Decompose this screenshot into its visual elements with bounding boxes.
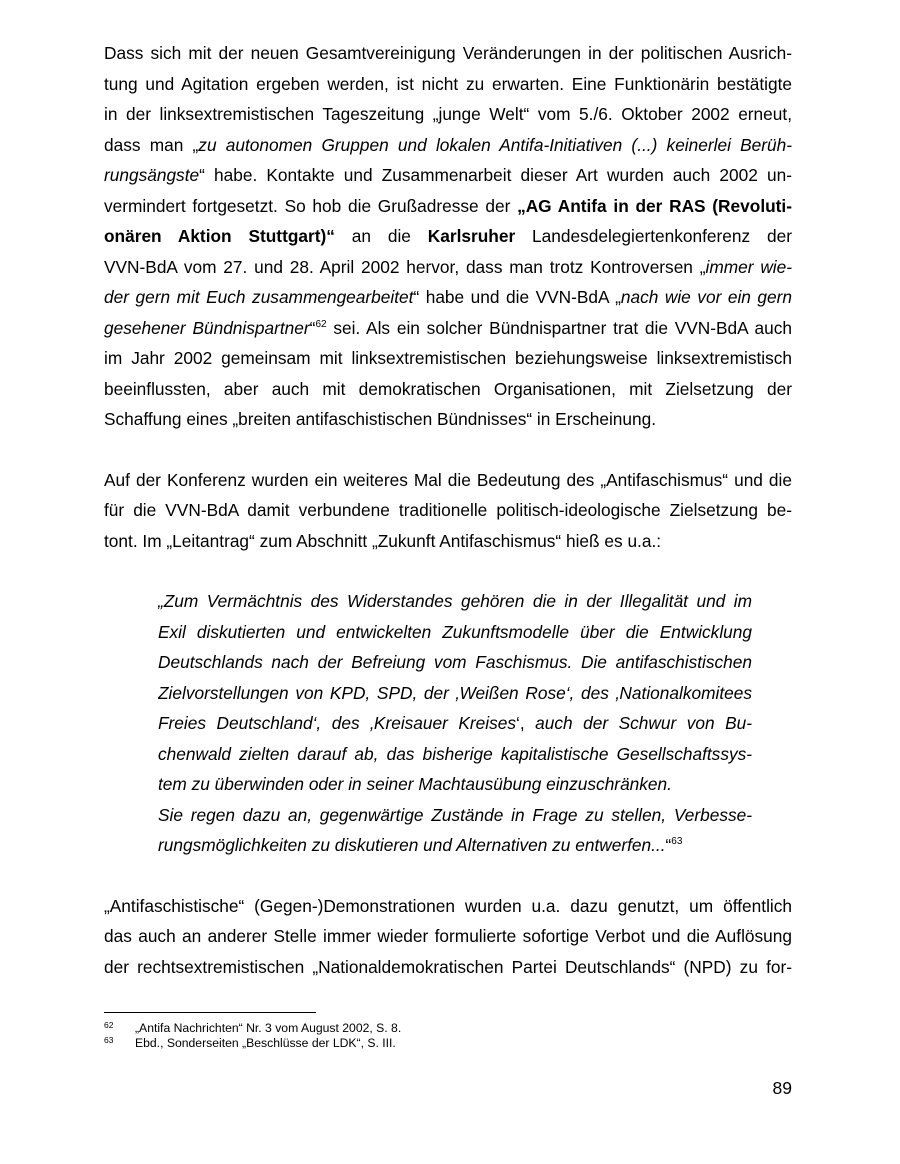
footnote-separator [104, 1012, 316, 1013]
text-line: Auf der Konferenz wurden ein weiteres Mal die Bedeutung des „Antifaschismus“ und die [104, 469, 792, 490]
text-line: in der linksextremistischen Tageszeitung „junge Welt“ vom 5./6. Oktober 2002 erneut, [104, 104, 792, 124]
text-line [104, 282, 792, 313]
text-line [104, 313, 792, 344]
text-run: “ habe und die VVN-BdA „ [413, 287, 621, 307]
text-run: “ habe. Kontakte und Zusammenarbeit dieser Art wurden auch 2002 un- [199, 165, 792, 185]
text-line [104, 221, 792, 252]
footnote-number: 62 [104, 1020, 114, 1030]
text-line: im Jahr 2002 gemeinsam mit linksextremistischen beziehungsweise linksextremistisch [104, 348, 792, 368]
quote-line: chenwald zielten darauf ab, das bisherige kapitalistische Gesellschaftssys- [158, 743, 752, 764]
paragraph-3 [104, 891, 792, 983]
footnote-ref[interactable]: 62 [315, 318, 327, 330]
quote-line: „Zum Vermächtnis des Widerstandes gehören die in der Illegalität und im [158, 591, 752, 611]
italic-quote-run: gesehener Bündnispartner [104, 317, 310, 338]
footnote [104, 1033, 396, 1051]
text-run: auch der Schwur von Bu- [535, 713, 752, 733]
text-run: sei. Als ein solcher Bündnispartner trat die VVN-BdA auch [326, 317, 792, 338]
text-line: tont. Im „Leitantrag“ zum Abschnitt „Zukunft Antifaschismus“ hieß es u.a.: [104, 530, 662, 551]
text-line: Dass sich mit der neuen Gesamtvereinigung Veränderungen in der politischen Ausrich- [104, 43, 792, 63]
text-run: rungsmöglichkeiten zu diskutieren und Alternativen zu entwerfen... [158, 835, 666, 855]
page-body [104, 38, 792, 982]
text-run: Landesdelegiertenkonferenz der [515, 226, 792, 246]
text-line: der rechtsextremistischen „Nationaldemokratischen Partei Deutschlands“ (NPD) zu for- [104, 956, 792, 977]
text-line: beeinflussten, aber auch mit demokratischen Organisationen, mit Zielsetzung der [104, 378, 792, 399]
quote-line: tem zu überwinden oder in seiner Machtausübung einzuschränken. [158, 774, 672, 794]
text-line: „Antifaschistische“ (Gegen-)Demonstrationen wurden u.a. dazu genutzt, um öffentlich [104, 895, 792, 916]
footnote-number: 63 [104, 1035, 114, 1045]
text-line [104, 160, 792, 191]
text-line [104, 191, 792, 222]
text-line [104, 130, 792, 161]
paragraph-gap [104, 435, 792, 465]
block-quote [104, 586, 792, 861]
italic-quote-run: immer wie- [705, 256, 792, 277]
quote-line: Sie regen dazu an, gegenwärtige Zustände in Frage zu stellen, Verbesse- [158, 804, 752, 825]
paragraph-1 [104, 38, 792, 435]
text-run: an die [334, 226, 428, 246]
text-run: VVN-BdA vom 27. und 28. April 2002 hervor, dass man trotz Kontroversen „ [104, 256, 706, 277]
text-line: tung und Agitation ergeben werden, ist nicht zu erwarten. Eine Funktionärin bestätigte [104, 73, 792, 94]
italic-quote-run: zu autonomen Gruppen und lokalen Antifa-Initiativen (...) keinerlei Berüh- [198, 134, 792, 155]
quote-line [158, 708, 752, 739]
page-number: 89 [772, 1078, 792, 1098]
quote-line: Deutschlands nach der Befreiung vom Faschismus. Die antifaschistischen [158, 652, 752, 672]
paragraph-gap [104, 861, 792, 891]
bold-run: onären Aktion Stuttgart)“ [104, 226, 335, 246]
text-line: für die VVN-BdA damit verbundene traditionelle politisch-ideologische Zielsetzung be- [104, 500, 792, 520]
footnote-text: „Antifa Nachrichten“ Nr. 3 vom August 2002, S. 8. [135, 1021, 402, 1035]
italic-quote-run: rungsängste [104, 165, 200, 185]
text-run: Freies Deutschland‘, des ‚Kreisauer Kreises [158, 713, 517, 733]
text-line [104, 252, 792, 283]
paragraph-2 [104, 465, 792, 557]
italic-quote-run: nach wie vor ein gern [620, 287, 792, 307]
text-line: Schaffung eines „breiten antifaschistischen Bündnisses“ in Erscheinung. [104, 409, 657, 429]
quote-line: Exil diskutierten und entwickelten Zukunftsmodelle über die Entwicklung [158, 621, 752, 642]
bold-run: Karlsruher [427, 226, 516, 246]
text-run: “ [309, 317, 316, 338]
quote-line [158, 830, 752, 861]
bold-run: „AG Antifa in der RAS (Revoluti- [517, 195, 792, 216]
footnote-ref[interactable]: 63 [671, 836, 683, 847]
paragraph-gap [104, 556, 792, 586]
italic-quote-run: der gern mit Euch zusammengearbeitet [104, 287, 414, 307]
footnote-text: Ebd., Sonderseiten „Beschlüsse der LDK“, S. III. [135, 1036, 396, 1050]
quote-line: Zielvorstellungen von KPD, SPD, der ‚Weißen Rose‘, des ‚Nationalkomitees [158, 682, 752, 703]
text-line: das auch an anderer Stelle immer wieder formulierte sofortige Verbot und die Auflösung [104, 926, 792, 946]
text-run: ‘, [516, 713, 536, 733]
text-run: dass man „ [104, 134, 199, 155]
text-run: “ [665, 835, 672, 855]
text-run: vermindert fortgesetzt. So hob die Grußadresse der [104, 195, 518, 216]
